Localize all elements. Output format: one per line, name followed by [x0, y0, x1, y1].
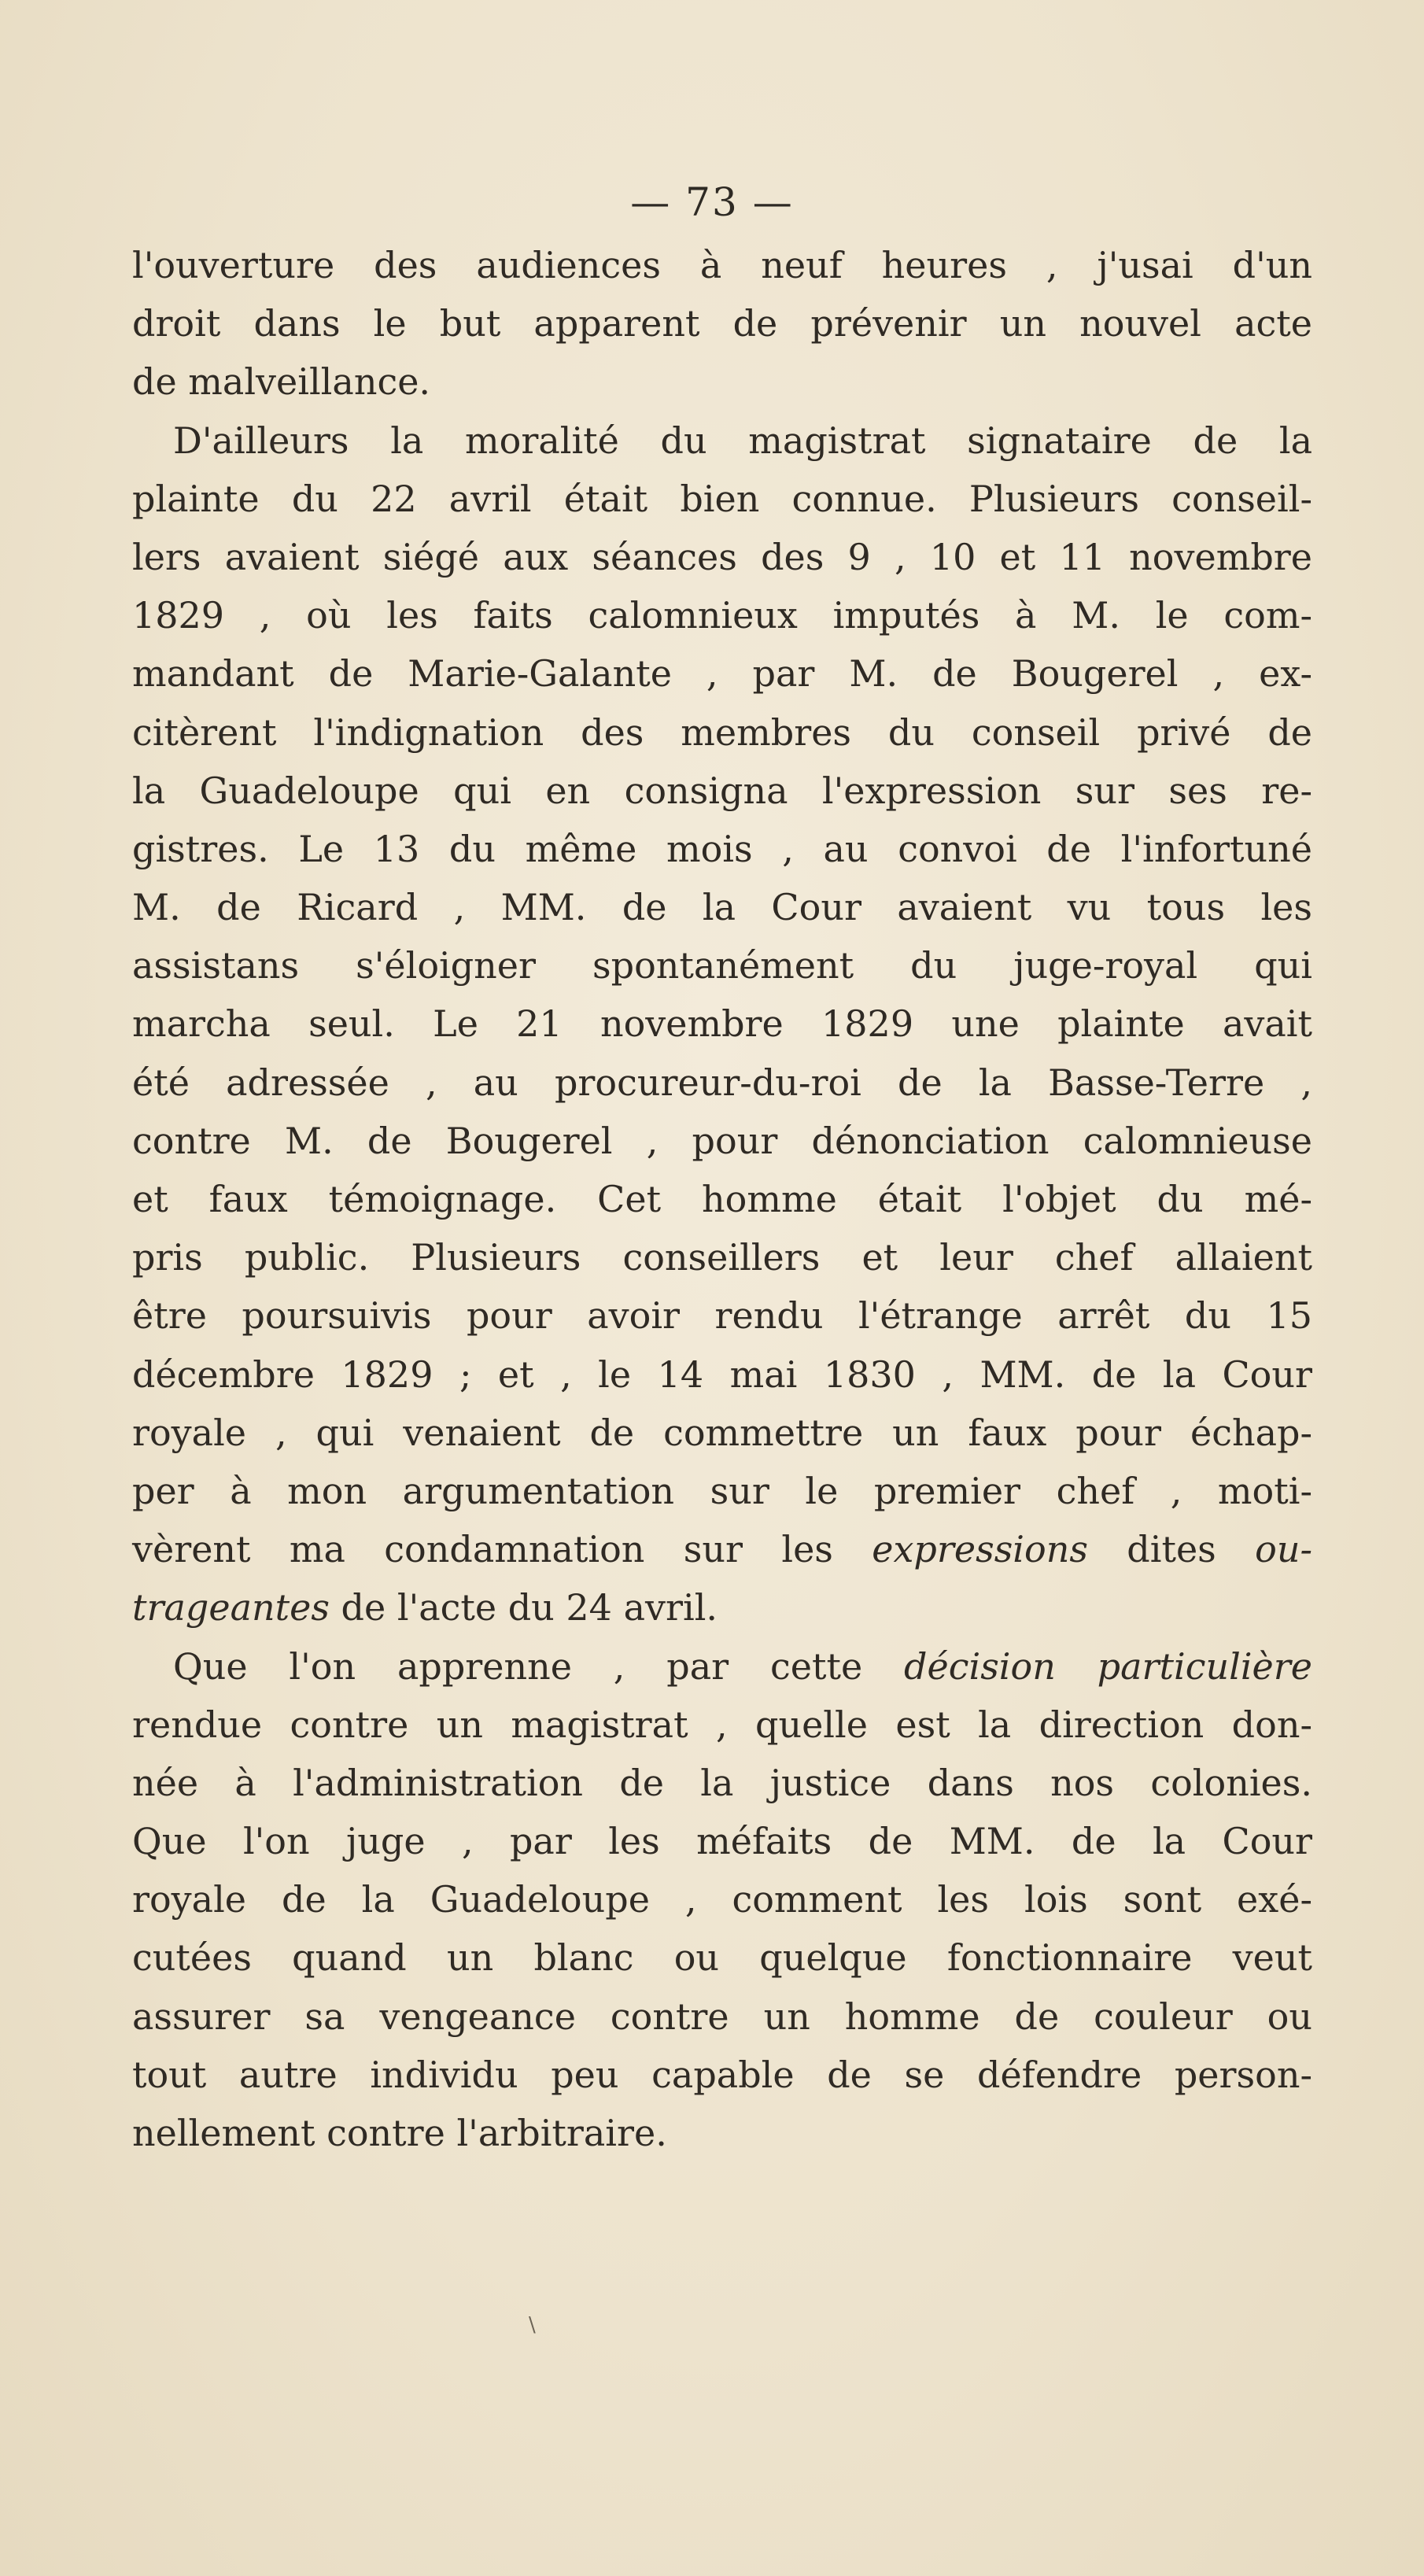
text-line: Que l'on juge , par les méfaits de MM. de la Cour	[132, 1820, 1312, 1863]
text-line: cutées quand un blanc ou quelque fonctionnaire veut	[132, 1936, 1312, 1980]
text-line: mandant de Marie-Galante , par M. de Bougerel , ex-	[132, 652, 1312, 696]
text-line: marcha seul. Le 21 novembre 1829 une plainte avait	[132, 1002, 1312, 1046]
text-line: et faux témoignage. Cet homme était l'objet du mé-	[132, 1178, 1312, 1220]
text-line: décembre 1829 ; et , le 14 mai 1830 , MM. de la Cour	[132, 1353, 1312, 1396]
text-segment: de l'acte du 24 avril.	[329, 1586, 718, 1629]
italic-text: décision particulière	[904, 1644, 1312, 1688]
text-line: M. de Ricard , MM. de la Cour avaient vu tous les	[132, 886, 1312, 929]
text-line: nellement contre l'arbitraire.	[132, 2112, 667, 2154]
text-line: être poursuivis pour avoir rendu l'étrange arrêt du 15	[132, 1294, 1312, 1338]
text-line: lers avaient siégé aux séances des 9 , 10 et 11 novembre	[132, 535, 1312, 578]
text-line: contre M. de Bougerel , pour dénonciation calomnieuse	[132, 1119, 1312, 1162]
paper-speck: \	[529, 2313, 536, 2337]
text-line: assurer sa vengeance contre un homme de couleur ou	[132, 1995, 1312, 2038]
text-line: tout autre individu peu capable de se défendre person-	[132, 2053, 1312, 2096]
text-line: 1829 , où les faits calomnieux imputés à M. le com-	[132, 594, 1312, 637]
italic-text: trageantes	[132, 1586, 330, 1629]
text-line: rendue contre un magistrat , quelle est la direction don-	[132, 1703, 1312, 1746]
body-text	[132, 236, 1312, 2162]
text-line: droit dans le but apparent de prévenir un nouvel acte	[132, 302, 1312, 345]
text-line: royale , qui venaient de commettre un faux pour échap-	[132, 1411, 1312, 1454]
text-line	[132, 1637, 1312, 1696]
text-segment: dites	[1087, 1528, 1256, 1571]
text-line: née à l'administration de la justice dans nos colonies.	[132, 1761, 1312, 1804]
text-line: de malveillance.	[132, 360, 431, 404]
text-line: pris public. Plusieurs conseillers et leur chef allaient	[132, 1236, 1312, 1279]
page-number-header: — 73 —	[630, 179, 794, 225]
text-line: citèrent l'indignation des membres du conseil privé de	[132, 710, 1312, 754]
text-line: royale de la Guadeloupe , comment les lois sont exé-	[132, 1878, 1312, 1921]
text-line: plainte du 22 avril était bien connue. Plusieurs conseil-	[132, 477, 1312, 520]
text-line	[132, 1578, 1312, 1637]
text-line	[132, 1520, 1312, 1578]
text-segment: Que l'on apprenne , par cette	[173, 1644, 905, 1688]
italic-text: expressions	[872, 1528, 1088, 1571]
text-line: été adressée , au procureur-du-roi de la Basse-Terre ,	[132, 1061, 1312, 1104]
text-line: D'ailleurs la moralité du magistrat signataire de la	[173, 419, 1312, 462]
text-line: la Guadeloupe qui en consigna l'expression sur ses re-	[132, 769, 1312, 812]
text-line: per à mon argumentation sur le premier chef , moti-	[132, 1469, 1312, 1512]
italic-text: ou-	[1255, 1528, 1313, 1571]
text-line: assistans s'éloigner spontanément du juge-royal qui	[132, 944, 1312, 987]
text-line: gistres. Le 13 du même mois , au convoi de l'infortuné	[132, 827, 1312, 870]
text-segment: vèrent ma condamnation sur les	[132, 1528, 872, 1571]
text-line: l'ouverture des audiences à neuf heures , j'usai d'un	[132, 244, 1312, 286]
